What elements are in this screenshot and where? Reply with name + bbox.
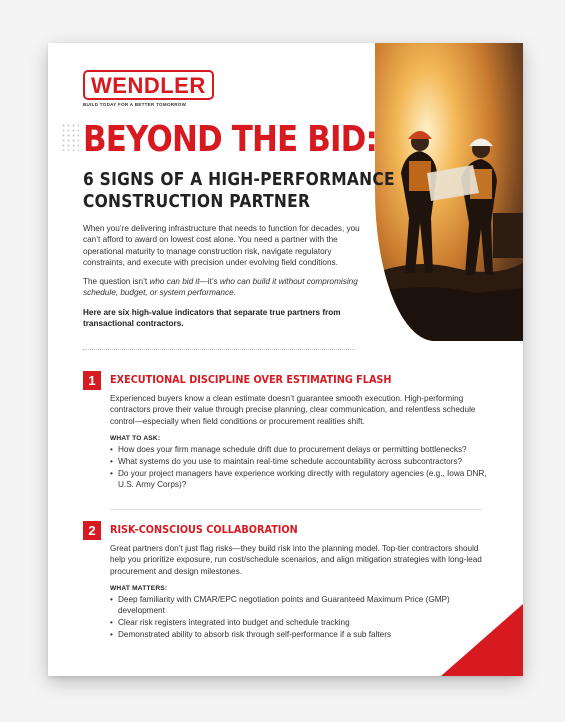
logo-wordmark: WENDLER xyxy=(83,70,214,100)
subtitle-line-2: CONSTRUCTION PARTNER xyxy=(83,191,311,212)
list-label: WHAT TO ASK: xyxy=(110,434,161,442)
section-number-badge: 2 xyxy=(83,521,101,540)
intro-p2-mid: —it’s xyxy=(199,277,220,287)
section-paragraph: Great partners don’t just flag risks—they build risk into the planning model. Top-tier contractors should help you prioritize exposure, run cost/schedule scenarios, and align mitigation strategies with long-lead procurement and design milestones. xyxy=(110,544,482,576)
section-divider xyxy=(83,349,355,350)
intro-p2-suffix: . xyxy=(233,288,236,298)
page-subtitle xyxy=(83,169,395,213)
subtitle-line-1: 6 SIGNS OF A HIGH-PERFORMANCE xyxy=(83,169,395,190)
decorative-dot-grid xyxy=(61,123,79,151)
section-body xyxy=(110,543,495,641)
list-item: • Deep familiarity with CMAR/EPC negotiation points and Guaranteed Maximum Price (GMP) development xyxy=(110,594,495,616)
wendler-logo xyxy=(83,70,214,107)
hero-photo xyxy=(375,43,523,341)
section-heading: RISK-CONSCIOUS COLLABORATION xyxy=(110,523,298,536)
list-item: • Clear risk registers integrated into budget and schedule tracking xyxy=(110,617,495,628)
logo-tagline: BUILD TODAY FOR A BETTER TOMORROW xyxy=(83,102,187,107)
list-item: • What systems do you use to maintain real-time schedule accountability across subcontractors? xyxy=(110,456,495,467)
intro-paragraph-3: Here are six high-value indicators that separate true partners from transactional contractors. xyxy=(83,307,341,329)
intro-p2-prefix: The question isn’t xyxy=(83,277,150,287)
intro-paragraph-1: When you’re delivering infrastructure that needs to function for decades, you can’t afford to award on lowest cost alone. You need a partner with the operational maturity to manage construction risk, navigate regulatory constraints, and execute with precision under evolving field conditions. xyxy=(83,224,360,267)
matters-list xyxy=(110,594,495,640)
list-item: • Do your project managers have experience working directly with regulatory agencies (e.g., Iowa DNR, U.S. Army Corps)? xyxy=(110,468,495,490)
construction-workers-illustration xyxy=(375,43,523,341)
document-page xyxy=(48,43,523,676)
intro-text xyxy=(83,223,375,337)
page-title: BEYOND THE BID: xyxy=(83,119,378,160)
intro-paragraph-2 xyxy=(83,276,375,299)
list-label: WHAT MATTERS: xyxy=(110,584,168,592)
intro-p2-emphasis-1: who can bid it xyxy=(149,277,200,287)
section-body xyxy=(110,393,495,491)
red-corner-accent xyxy=(441,604,523,676)
section-number-badge: 1 xyxy=(83,371,101,390)
list-item: • How does your firm manage schedule drift due to procurement delays or permitting bottlenecks? xyxy=(110,444,495,455)
section-heading: EXECUTIONAL DISCIPLINE OVER ESTIMATING FLASH xyxy=(110,373,392,386)
question-list xyxy=(110,444,495,490)
list-item: • Demonstrated ability to absorb risk through self-performance if a sub falters xyxy=(110,629,495,640)
section-separator xyxy=(110,509,482,510)
intro-p2-emphasis-2: who can build it without compromising schedule, budget, or system performance xyxy=(83,277,358,298)
section-paragraph: Experienced buyers know a clean estimate doesn’t guarantee smooth execution. High-performing contractors prove their value through precise planning, clear communication, and relentless schedule control—especially when field conditions or procurement realities shift. xyxy=(110,394,476,426)
